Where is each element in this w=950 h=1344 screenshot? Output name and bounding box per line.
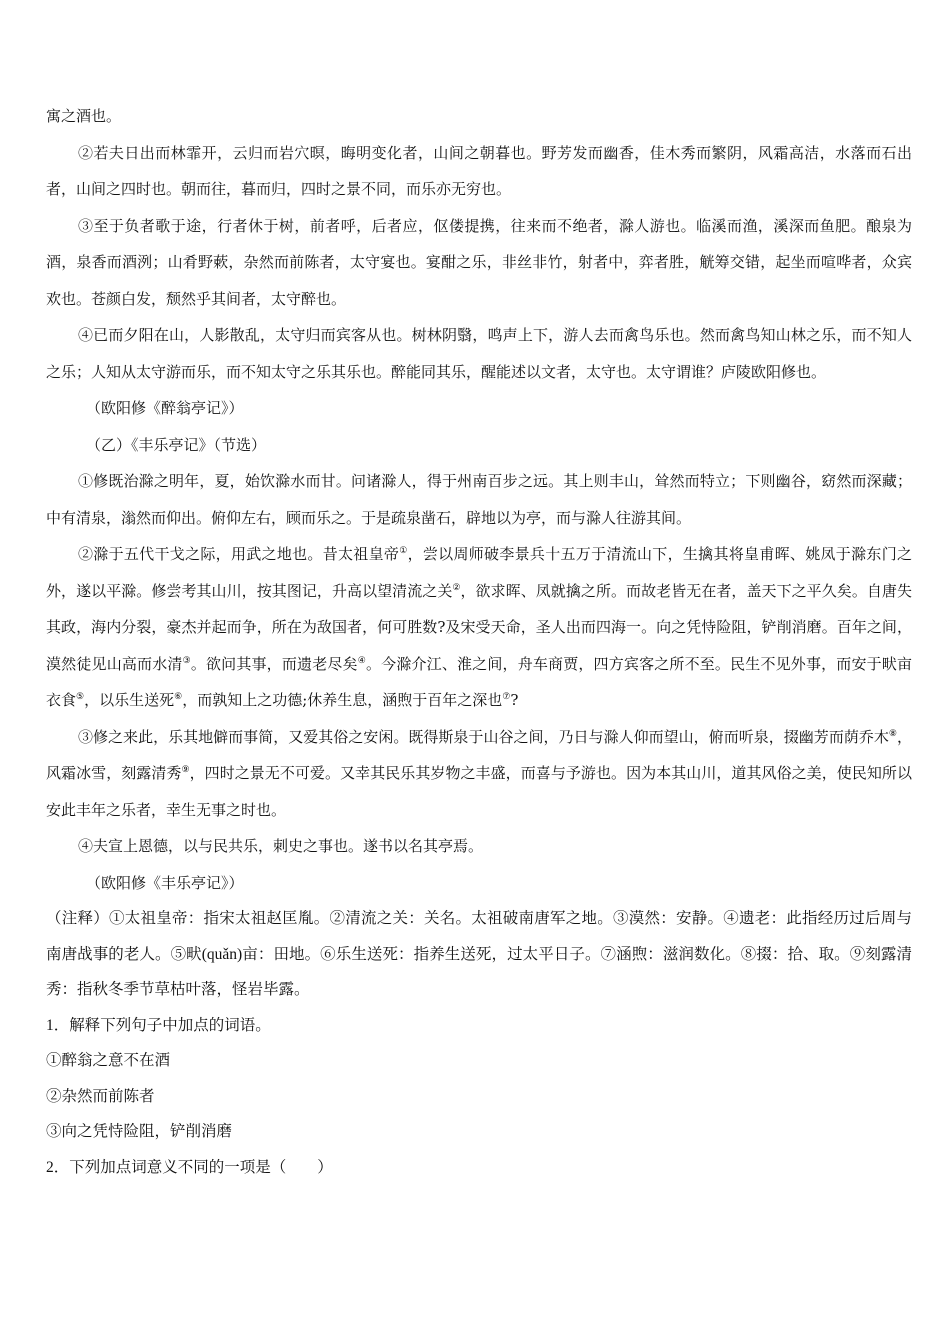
annotations: （注释）①太祖皇帝：指宋太祖赵匡胤。②清流之关：关名。太祖破南唐军之地。③漠然：安静。④遗老：此指经历过后周与南唐战事的老人。⑤畎(quǎn)亩：田地。⑥乐生送死：指养生送死，过太平日子。⑦涵煦：滋润数化。⑧掇：拾、取。⑨刻露清秀：指秋冬季节草枯叶落，怪岩毕露。 [46,910,912,998]
yi-p2-text-f: ，以乐生送死 [84,691,175,709]
yi-p3-text-b: ，风霜冰雪，刻露清秀 [46,727,912,782]
yi-heading: （乙）《丰乐亭记》（节选） [86,435,267,454]
jia-paragraph-3: ③至于负者歌于途，行者休于树，前者呼，后者应，伛偻提携，往来而不绝者，滁人游也。临溪而渔，溪深而鱼肥。酿泉为酒，泉香而酒洌；山肴野蔌，杂然而前陈者，太守宴也。宴酣之乐，非丝非竹，射者中，弈者胜，觥筹交错，起坐而喧哗者，众宾欢也。苍颜白发，颓然乎其间者，太守醉也。 [46,216,912,308]
yi-paragraph-3 [46,719,912,829]
question-1-stem: 1．解释下列句子中加点的词语。 [46,1016,271,1034]
yi-source: （欧阳修《丰乐亭记》） [86,873,244,892]
yi-p3-text-c: ，四时之景无不可爱。又幸其民乐其岁物之丰盛，而喜与予游也。因为本其山川，道其风俗之美，使民知所以安此丰年之乐者，幸生无事之时也。 [46,764,912,819]
footnote-ref-6: ⑥ [174,692,183,702]
jia-paragraph-4: ④已而夕阳在山，人影散乱，太守归而宾客从也。树林阴翳，鸣声上下，游人去而禽鸟乐也。然而禽鸟知山林之乐，而不知人之乐；人知从太守游而乐，而不知太守之乐其乐也。醉能同其乐，醒能述以文者，太守也。太守谓谁？庐陵欧阳修也。 [46,326,912,381]
jia-paragraph-2: ②若夫日出而林霏开，云归而岩穴暝，晦明变化者，山间之朝暮也。野芳发而幽香，佳木秀而繁阴，风霜高洁，水落而石出者，山间之四时也。朝而往，暮而归，四时之景不同，而乐亦无穷也。 [46,143,912,198]
jia-paragraph-1-tail: 寓之酒也。 [46,107,122,125]
footnote-ref-1: ① [399,546,408,556]
yi-paragraph-4: ④夫宣上恩德，以与民共乐，刺史之事也。遂书以名其亭焉。 [78,837,484,855]
footnote-ref-5: ⑤ [76,692,85,702]
yi-paragraph-2 [46,536,912,719]
footnote-ref-3: ③ [182,655,191,666]
footnote-ref-4: ④ [357,655,366,666]
question-2-stem: 2．下列加点词意义不同的一项是（ ） [46,1158,333,1176]
yi-p2-text-c: ，欲求晖、凤就擒之所。而故老皆无在者，盖天下之平久矣。自唐失其政，海内分裂，豪杰并起而争，所在为敌国者，何可胜数?及宋受天命，圣人出而四海一。向之凭恃险阻，铲削消磨。百年之间，漠然徒见山高而水清 [46,581,912,673]
yi-paragraph-1: ①修既治滁之明年，夏，始饮滁水而甘。问诸滁人，得于州南百步之远。其上则丰山，耸然而特立；下则幽谷，窈然而深藏；中有清泉，滃然而仰出。俯仰左右，顾而乐之。于是疏泉凿石，辟地以为亭，而与滁人往游其间。 [46,472,912,527]
yi-p2-text-e: 。今滁介江、淮之间，舟车商贾，四方宾客之所不至。民生不见外事，而安于畎亩衣食 [46,654,912,709]
yi-p3-text-a: ③修之来此，乐其地僻而事简，又爱其俗之安闲。既得斯泉于山谷之间，乃日与滁人仰而望山，俯而听泉，掇幽芳而荫乔木 [78,727,889,746]
question-1-item-3: ③向之凭恃险阻，铲削消磨 [46,1123,233,1140]
question-1-item-1: ①醉翁之意不在酒 [46,1052,171,1069]
question-1-item-2: ②杂然而前陈者 [46,1087,155,1105]
yi-p2-text-b: ，尝以周师破李景兵十五万于清流山下，生擒其将皇甫晖、姚凤于滁东门之外，遂以平滁。修尝考其山川，按其图记，升高以望清流之关 [46,545,912,600]
yi-p2-text-g: ，而孰知上之功德;休养生息，涵煦于百年之深也 [182,691,503,709]
document-content [46,98,912,1185]
footnote-ref-2: ② [452,582,461,593]
footnote-ref-7: ⑦ [502,692,511,702]
yi-p2-text-a: ②滁于五代干戈之际，用武之地也。昔太祖皇帝 [78,545,400,563]
footnote-ref-9: ⑨ [181,765,190,775]
footnote-ref-8: ⑧ [888,728,897,739]
yi-p2-text-d: 。欲问其事，而遗老尽矣 [190,654,358,673]
yi-p2-text-h: ? [510,691,519,709]
jia-source: （欧阳修《醉翁亭记》） [86,399,244,417]
